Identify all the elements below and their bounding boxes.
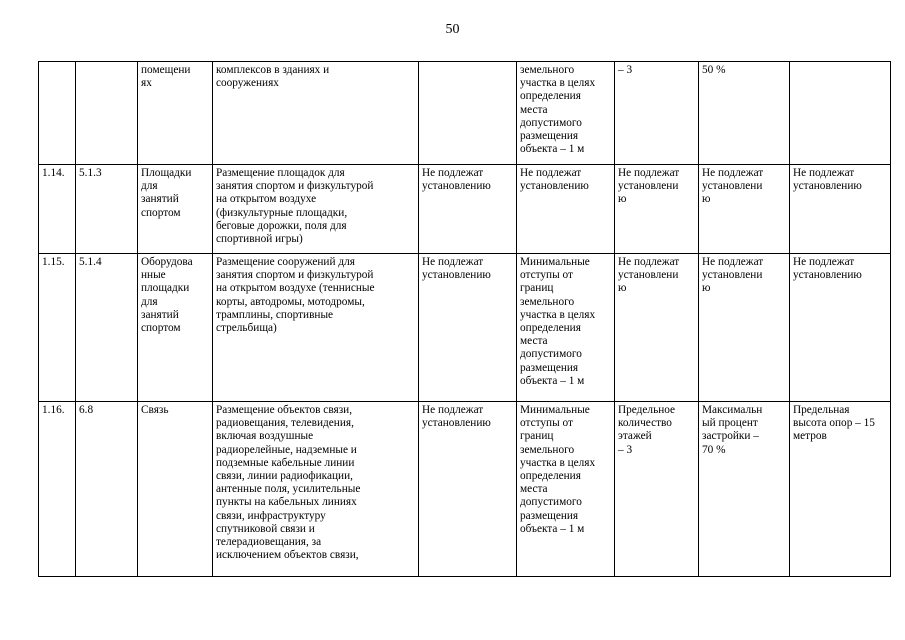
use-code-cell: 5.1.3 (76, 165, 138, 254)
plot-area-cell: Не подлежат установлению (419, 402, 517, 577)
use-name-cell: Связь (138, 402, 213, 577)
use-name-cell: Площадки для занятий спортом (138, 165, 213, 254)
row-number-cell: 1.16. (39, 402, 76, 577)
use-code-cell (76, 62, 138, 165)
coverage-cell: Не подлежат установлени ю (699, 165, 790, 254)
use-description-cell: Размещение площадок для занятия спортом и физкультурой на открытом воздухе (физкультурные площадки, беговые дорожки, поля для спортивной игры) (213, 165, 419, 254)
table-row (39, 402, 891, 577)
floors-cell: Не подлежат установлени ю (615, 254, 699, 402)
coverage-cell: 50 % (699, 62, 790, 165)
floors-cell: – 3 (615, 62, 699, 165)
table-row (39, 254, 891, 402)
setbacks-cell: Минимальные отступы от границ земельного участка в целях определения места допустимого размещения объекта – 1 м (517, 254, 615, 402)
row-number-cell: 1.15. (39, 254, 76, 402)
table-row (39, 62, 891, 165)
other-params-cell: Не подлежат установлению (790, 254, 891, 402)
floors-cell: Предельное количество этажей – 3 (615, 402, 699, 577)
other-params-cell: Предельная высота опор – 15 метров (790, 402, 891, 577)
regulations-table (38, 61, 891, 577)
use-name-cell: Оборудова нные площадки для занятий спортом (138, 254, 213, 402)
plot-area-cell: Не подлежат установлению (419, 165, 517, 254)
use-name-cell: помещени ях (138, 62, 213, 165)
coverage-cell: Максимальн ый процент застройки – 70 % (699, 402, 790, 577)
setbacks-cell: Минимальные отступы от границ земельного участка в целях определения места допустимого размещения объекта – 1 м (517, 402, 615, 577)
use-description-cell: комплексов в зданиях и сооружениях (213, 62, 419, 165)
plot-area-cell (419, 62, 517, 165)
use-description-cell: Размещение объектов связи, радиовещания, телевидения, включая воздушные радиорелейные, надземные и подземные кабельные линии связи, линии радиофикации, антенные поля, усилительные пункты на кабельных линиях связи, инфраструктуру спутниковой связи и телерадиовещания, за исключением объектов связи, (213, 402, 419, 577)
floors-cell: Не подлежат установлени ю (615, 165, 699, 254)
row-number-cell (39, 62, 76, 165)
use-description-cell: Размещение сооружений для занятия спортом и физкультурой на открытом воздухе (теннисные корты, автодромы, мотодромы, трамплины, спортивные стрельбища) (213, 254, 419, 402)
table-row (39, 165, 891, 254)
plot-area-cell: Не подлежат установлению (419, 254, 517, 402)
use-code-cell: 5.1.4 (76, 254, 138, 402)
setbacks-cell: Не подлежат установлению (517, 165, 615, 254)
coverage-cell: Не подлежат установлени ю (699, 254, 790, 402)
other-params-cell (790, 62, 891, 165)
page-number: 50 (445, 22, 460, 37)
row-number-cell: 1.14. (39, 165, 76, 254)
use-code-cell: 6.8 (76, 402, 138, 577)
other-params-cell: Не подлежат установлению (790, 165, 891, 254)
setbacks-cell: земельного участка в целях определения места допустимого размещения объекта – 1 м (517, 62, 615, 165)
